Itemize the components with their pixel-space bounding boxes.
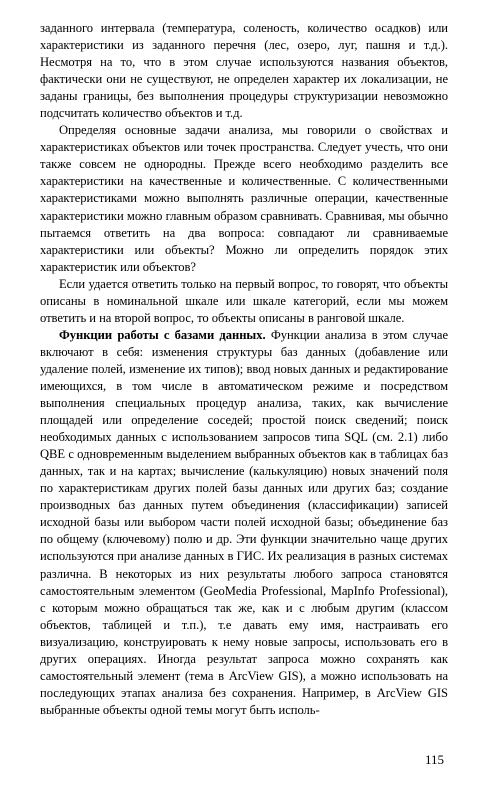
paragraph-1-text: заданного интервала (температура, соленость, количество осадков) или характеристики из заданного перечня (лес, озеро, луг, пашня и т.д.). Несмотря на то, что в этом случае используются названия объектов, фактически они не существуют, не определен характер их локализации, не заданы границы, без выполнения процедуры структуризации невозможно подсчитать количество объектов и т.д. bbox=[40, 21, 448, 121]
paragraph-2-text: Определяя основные задачи анализа, мы говорили о свойствах и характеристиках объектов или точек пространства. Следует учесть, что они также совсем не однородны. Прежде всего необходимо разделить все характеристики на качественные и количественные. С количественными характеристиками можно выполнять различные операции, качественные характеристики можно главным образом сравнивать. Сравнивая, мы обычно пытаемся ответить на два вопроса: совпадают ли сравниваемые характеристики или объекты? Можно ли определить порядок этих характеристик или объектов? bbox=[40, 123, 448, 274]
page-number: 115 bbox=[424, 752, 444, 767]
paragraph-3 bbox=[40, 276, 448, 327]
paragraph-3-text: Если удается ответить только на первый вопрос, то говорят, что объекты описаны в номинальной шкале или шкале категорий, если мы можем ответить и на второй вопрос, то объекты описаны в ранговой шкале. bbox=[40, 276, 448, 325]
paragraph-4-text: Функции анализа в этом случае включают в себя: изменения структуры баз данных (добавление или удаление полей, изменение их типов); ввод новых данных и редактирование имеющихся, в том числе в автоматическом режиме и посредством выполнения специальных процедур анализа, таких, как вычисление площадей или определение соседей; простой поиск сведений; поиск необходимых данных с использованием запросов типа SQL (см. 2.1) либо QBE с одновременным выделением выбранных объектов как в таблицах баз данных, так и на картах; вычисление (калькуляцию) новых значений поля по характеристикам других полей базы данных или других баз; создание производных баз данных путем объединения (классификации) записей исходной базы или выбором части полей исходной базы; объединение баз по общему (ключевому) полю и др. Эти функции значительно чаще других используются при анализе данных в ГИС. Их реализация в разных системах различна. В некоторых из них результаты любого запроса становятся самостоятельным элементом (GeoMedia Professional, MapInfo Professional), с которым можно обращаться так же, как и с любым другим (классом объектов, таблицей и т.п.), т.е давать ему имя, настраивать его визуализацию, конструировать к нему новые запросы, использовать его в других операциях. Иногда результат запроса можно сохранять как самостоятельный элемент (тема в ArcView GIS), а можно использовать на последующих этапах анализа без сохранения. Например, в ArcView GIS выбранные объекты одной темы могут быть исполь- bbox=[40, 327, 448, 717]
paragraph-1 bbox=[40, 20, 448, 122]
paragraph-2 bbox=[40, 122, 448, 275]
paragraph-4 bbox=[40, 327, 448, 719]
section-heading: Функции работы с базами данных. bbox=[59, 327, 266, 342]
